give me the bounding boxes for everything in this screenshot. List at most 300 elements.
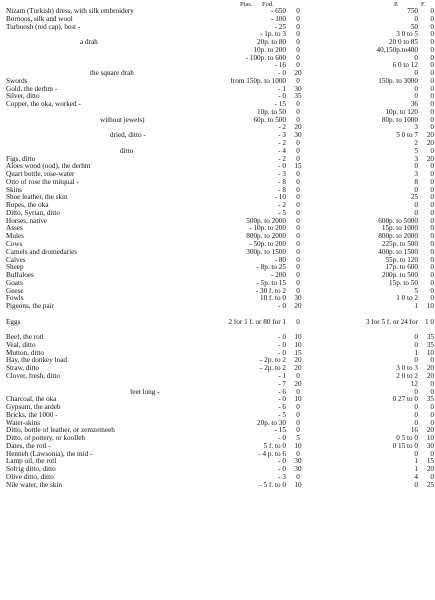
row-range: - 100p. to 600: [245, 54, 286, 62]
row-fod: 0: [296, 419, 300, 427]
row-price: 0: [414, 85, 418, 93]
row-label: the square drah: [90, 70, 134, 78]
row-range: - 2: [278, 124, 286, 132]
row-label: Clover, fresh, ditto: [6, 372, 61, 380]
row-price-f: 0: [430, 8, 434, 15]
table-row: [0, 365, 435, 373]
row-price: 2 0 to 2: [396, 372, 418, 380]
row-fod: 0: [296, 233, 300, 241]
table-row: [0, 117, 435, 125]
row-range: 10p. to 50: [257, 108, 286, 116]
row-price-f: 0: [430, 23, 434, 31]
fod-header: Fod.: [262, 1, 274, 8]
row-price-f: 0: [430, 85, 434, 93]
table-row: [0, 163, 435, 171]
table-row: [0, 466, 435, 474]
row-label: Calves: [6, 256, 26, 264]
row-label: Goats: [6, 279, 23, 287]
row-range: - 50p. to 200: [249, 240, 286, 248]
table-row: [0, 482, 435, 490]
row-fod: 0: [296, 202, 300, 210]
table-row: [0, 443, 435, 451]
table-row: [0, 86, 435, 94]
row-label: Figs, ditto: [6, 155, 36, 163]
row-price: 36: [410, 101, 418, 109]
row-range: - 30 f. to 2: [255, 287, 286, 295]
row-price-f: 0: [430, 163, 434, 171]
table-row: [0, 194, 435, 202]
row-price-f: 0: [430, 171, 434, 179]
row-range: - 4 p. to 6: [258, 450, 286, 458]
row-label: Geese: [6, 287, 24, 295]
row-price: 0 5 to 0: [396, 435, 418, 443]
row-range: 10 f. to 0: [260, 295, 286, 303]
row-range: - 1: [278, 85, 286, 93]
row-price: 0: [414, 419, 418, 427]
row-price-f: 0: [430, 209, 434, 217]
row-price-f: 20: [426, 365, 434, 373]
row-price-f: 0: [430, 186, 434, 194]
row-range: 800p. to 2000: [246, 233, 286, 241]
row-price-f: 20: [426, 132, 434, 140]
row-label: Quart bottle, rose-water: [6, 171, 75, 179]
row-range: - 0: [278, 70, 286, 78]
row-range: - 8p. to 25: [256, 264, 286, 272]
row-fod: 0: [296, 194, 300, 202]
row-price: 0: [414, 163, 418, 171]
row-price-f: 0: [430, 15, 434, 23]
table-row: [0, 427, 435, 435]
row-price: 0 15 to 0: [392, 442, 418, 450]
row-range: - 10p. to 200: [249, 225, 286, 233]
row-price-f: 0: [430, 116, 434, 124]
row-price-f: 10: [426, 349, 434, 357]
row-label: Olive ditto, ditto: [6, 473, 54, 481]
row-price: 0: [414, 202, 418, 210]
table-row: [0, 78, 435, 86]
row-price: 0: [414, 334, 418, 342]
table-row: [0, 311, 435, 319]
row-label: Charcoal, the oka: [6, 396, 57, 404]
row-price: 0: [414, 93, 418, 101]
table-row: [0, 218, 435, 226]
row-price: 8: [414, 178, 418, 186]
row-label: Eggs: [6, 318, 21, 326]
row-price: 0: [414, 186, 418, 194]
table-row: [0, 39, 435, 47]
row-range: - 650: [271, 8, 286, 15]
row-price: 16: [410, 427, 418, 435]
table-row: [0, 210, 435, 218]
row-label: Ditto, Syrian, ditto: [6, 209, 60, 217]
row-range: - 5p. to 15: [256, 279, 286, 287]
row-fod: 0: [296, 101, 300, 109]
row-price-f: 0: [430, 248, 434, 256]
table-row: [0, 389, 435, 397]
row-range: - 3: [278, 171, 286, 179]
row-fod: 30: [294, 85, 302, 93]
row-label: Ditto, of pottery, or koolleh: [6, 435, 85, 443]
table-row: [0, 132, 435, 140]
row-fod: 10: [294, 442, 302, 450]
row-fod: 0: [296, 62, 300, 70]
row-price: 2: [414, 140, 418, 148]
row-price-f: 0: [430, 124, 434, 132]
row-label: Shoe leather, the skin: [6, 194, 68, 202]
row-range: - 0: [278, 396, 286, 404]
row-fod: 0: [296, 15, 300, 23]
table-row: [0, 249, 435, 257]
table-row: [0, 264, 435, 272]
row-price-f: 0: [430, 77, 434, 85]
row-price: 5 0 to 7: [396, 132, 418, 140]
row-price-f: 0: [430, 39, 434, 47]
row-price: 200p. to 500: [381, 272, 418, 280]
row-price-f: 25: [426, 481, 434, 489]
row-price: 0: [414, 341, 418, 349]
row-price: 3: [414, 155, 418, 163]
row-price: 0: [414, 209, 418, 217]
row-price: 3: [414, 171, 418, 179]
row-range: - 0: [278, 303, 286, 311]
row-fod: 0: [296, 171, 300, 179]
row-range: - 2p. to 2: [260, 357, 286, 365]
row-label: Veal, ditto: [6, 341, 36, 349]
row-range: - 5: [278, 411, 286, 419]
row-range: 2 for 1 f. or 80 for 1: [228, 318, 286, 326]
row-range: - 0: [278, 349, 286, 357]
row-fod: 0: [296, 54, 300, 62]
row-price-f: 0: [430, 147, 434, 155]
row-price-f: 0: [430, 380, 434, 388]
row-fod: 10: [294, 481, 302, 489]
row-price-f: 15: [426, 458, 434, 466]
row-fod: 20: [294, 357, 302, 365]
row-fod: 0: [296, 388, 300, 396]
row-range: - 4: [278, 147, 286, 155]
row-fod: 5: [296, 435, 300, 443]
row-label: without jewels): [100, 116, 145, 124]
row-fod: 20: [294, 380, 302, 388]
row-fod: 0: [296, 217, 300, 225]
row-price-f: 0: [430, 388, 434, 396]
row-price-f: 0: [430, 101, 434, 109]
table-row: [0, 396, 435, 404]
row-price-f: 0: [430, 31, 434, 39]
row-range: - 6: [278, 388, 286, 396]
row-range: - 0: [278, 93, 286, 101]
row-price: 0: [414, 481, 418, 489]
row-price-f: 0: [430, 240, 434, 248]
row-price: 55p. to 120: [385, 256, 418, 264]
row-price: 0: [414, 54, 418, 62]
row-label: a drah: [80, 39, 98, 47]
table-row: [0, 233, 435, 241]
row-fod: 0: [296, 411, 300, 419]
table-row: [0, 412, 435, 420]
row-fod: 20: [294, 365, 302, 373]
row-fod: 0: [296, 264, 300, 272]
row-fod: 20: [294, 70, 302, 78]
row-price-f: 35: [426, 341, 434, 349]
table-row: [0, 47, 435, 55]
row-range: - 7: [278, 380, 286, 388]
row-label: Swords: [6, 77, 28, 85]
row-label: Buffaloes: [6, 272, 34, 280]
row-price-f: 35: [426, 334, 434, 342]
row-label: Hay, the donkey load: [6, 357, 68, 365]
row-fod: 0: [296, 46, 300, 54]
row-label: Ropes, the oka: [6, 202, 49, 210]
row-price-f: 30: [426, 442, 434, 450]
table-row: [0, 474, 435, 482]
row-price-f: 0: [430, 93, 434, 101]
row-fod: 20: [294, 124, 302, 132]
table-row: [0, 225, 435, 233]
row-fod: 0: [296, 8, 300, 15]
row-price: 800p. to 2000: [378, 233, 418, 241]
table-row: [0, 334, 435, 342]
row-fod: 30: [294, 458, 302, 466]
row-price-f: 35: [426, 396, 434, 404]
row-fod: 0: [296, 404, 300, 412]
row-price-f: 0: [430, 108, 434, 116]
row-price-f: 0: [430, 202, 434, 210]
row-fod: 0: [296, 155, 300, 163]
row-label: Fowls: [6, 295, 24, 303]
row-price-f: 1 0: [425, 318, 434, 326]
row-price-f: 0: [430, 450, 434, 458]
row-label: ditto: [120, 147, 134, 155]
table-row: [0, 31, 435, 39]
table-row: [0, 179, 435, 187]
row-price: 50: [410, 23, 418, 31]
row-label: Camels and dromedaries: [6, 248, 78, 256]
row-label: Cows: [6, 240, 23, 248]
row-price-f: 0: [430, 473, 434, 481]
row-price: 0: [414, 70, 418, 78]
table-row: [0, 357, 435, 365]
row-price-f: 0: [430, 217, 434, 225]
row-label: Lamp oil, the rotl: [6, 458, 57, 466]
row-label: Gypsum, the ardeb: [6, 404, 61, 412]
row-price-f: 10: [426, 435, 434, 443]
table-row: [0, 156, 435, 164]
row-price: 40,150p.to400: [376, 46, 418, 54]
pias-header: Pias.: [240, 1, 253, 8]
row-range: - 3: [278, 132, 286, 140]
row-price: 400p. to 1500: [378, 248, 418, 256]
row-range: 60p. to 500: [253, 116, 286, 124]
row-price-f: 0: [430, 178, 434, 186]
row-price-f: 0: [430, 54, 434, 62]
price-table: [0, 8, 435, 489]
row-range: - 2: [278, 155, 286, 163]
row-price-f: 0: [430, 357, 434, 365]
row-range: - 100: [271, 15, 286, 23]
row-label: Horses, native: [6, 217, 48, 225]
table-row: [0, 303, 435, 311]
row-price: 1 0 to 2: [396, 295, 418, 303]
row-price: 5: [414, 287, 418, 295]
row-fod: 0: [296, 256, 300, 264]
table-row: [0, 373, 435, 381]
row-label: Gold, the derhm -: [6, 85, 58, 93]
row-price-f: 20: [426, 140, 434, 148]
row-fod: 0: [296, 272, 300, 280]
row-price: 80p. to 1000: [381, 116, 418, 124]
row-price: 0 27 to 0: [392, 396, 418, 404]
table-row: [0, 451, 435, 459]
row-range: - 6: [278, 404, 286, 412]
table-row: [0, 420, 435, 428]
row-range: - 1p. to 3: [260, 31, 286, 39]
row-fod: 0: [296, 450, 300, 458]
row-price: 0: [414, 450, 418, 458]
row-fod: 0: [296, 318, 300, 326]
row-range: - 8: [278, 178, 286, 186]
row-price-f: 0: [430, 264, 434, 272]
row-price-f: 0: [430, 411, 434, 419]
row-label: Water-skins: [6, 419, 41, 427]
row-price: 1: [414, 458, 418, 466]
row-label: Mutton, ditto: [6, 349, 44, 357]
row-price: 6 0 to 12: [392, 62, 418, 70]
row-label: Copper, the oka, worked -: [6, 101, 81, 109]
row-price-f: 0: [430, 256, 434, 264]
table-row: [0, 404, 435, 412]
f-header: F.: [421, 1, 426, 8]
row-range: 20p. to 80: [257, 39, 286, 47]
row-price: 600p. to 5000: [378, 217, 418, 225]
row-range: - 200: [271, 272, 286, 280]
table-row: [0, 458, 435, 466]
row-price-f: 0: [430, 46, 434, 54]
table-row: [0, 70, 435, 78]
row-price-f: 0: [430, 225, 434, 233]
row-range: - 10: [274, 194, 286, 202]
row-fod: 0: [296, 279, 300, 287]
row-range: - 25: [274, 23, 286, 31]
row-label: Henneh (Lawsonia), the mid -: [6, 450, 93, 458]
row-range: - 0: [278, 334, 286, 342]
row-range: - 15: [274, 427, 286, 435]
table-row: [0, 24, 435, 32]
row-price: 1: [414, 303, 418, 311]
row-fod: 30: [294, 466, 302, 474]
row-price: 0: [414, 404, 418, 412]
table-row: [0, 435, 435, 443]
table-row: [0, 148, 435, 156]
row-fod: 0: [296, 108, 300, 116]
row-price-f: 0: [430, 419, 434, 427]
row-price: 4: [414, 473, 418, 481]
row-label: dried, ditto -: [110, 132, 146, 140]
table-row: [0, 109, 435, 117]
row-price: 15p. to 1000: [381, 225, 418, 233]
row-range: - 8: [278, 186, 286, 194]
p-header: P.: [394, 1, 399, 8]
row-fod: 10: [294, 334, 302, 342]
row-price: 0: [414, 15, 418, 23]
row-price: 12: [410, 380, 418, 388]
row-range: - 16: [274, 62, 286, 70]
row-price: 10p. to 120: [385, 108, 418, 116]
table-row: [0, 8, 435, 16]
row-range: - 0: [278, 435, 286, 443]
table-row: [0, 171, 435, 179]
row-price-f: 0: [430, 295, 434, 303]
row-price-f: 0: [430, 279, 434, 287]
row-price-f: 0: [430, 194, 434, 202]
row-price: 3 for 5 f. or 24 for: [365, 318, 418, 326]
row-fod: 0: [296, 140, 300, 148]
row-range: 300p. to 1500: [246, 248, 286, 256]
table-row: [0, 326, 435, 334]
row-range: 20p. to 30: [257, 419, 286, 427]
row-price: 0: [414, 388, 418, 396]
row-fod: 30: [294, 132, 302, 140]
row-fod: 15: [294, 349, 302, 357]
row-price: 5: [414, 147, 418, 155]
row-label: Bricks, the 1000 -: [6, 411, 58, 419]
row-fod: 0: [296, 209, 300, 217]
row-fod: 0: [296, 39, 300, 47]
table-row: [0, 257, 435, 265]
row-label: Beef, the rotl: [6, 334, 44, 342]
row-price-f: 0: [430, 70, 434, 78]
row-label: Nile water, the skin: [6, 481, 62, 489]
row-price-f: 20: [426, 466, 434, 474]
row-range: - 3: [278, 473, 286, 481]
row-fod: 10: [294, 396, 302, 404]
row-fod: 0: [296, 372, 300, 380]
table-row: [0, 381, 435, 389]
table-row: [0, 187, 435, 195]
row-price: 0: [414, 357, 418, 365]
table-row: [0, 16, 435, 24]
table-row: [0, 288, 435, 296]
table-row: [0, 342, 435, 350]
row-label: Otto of rose the mitqual -: [6, 178, 79, 186]
row-price: 3 0 to 5: [396, 31, 418, 39]
row-fod: 0: [296, 116, 300, 124]
row-price: 1: [414, 349, 418, 357]
row-range: - 5: [278, 209, 286, 217]
row-label: Dates, the rotl -: [6, 442, 51, 450]
row-price-f: 0: [430, 62, 434, 70]
row-price-f: 0: [430, 272, 434, 280]
row-label: Straw, ditto: [6, 365, 40, 373]
row-fod: 0: [296, 427, 300, 435]
row-price-f: 0: [430, 233, 434, 241]
table-row: [0, 140, 435, 148]
table-row: [0, 241, 435, 249]
table-row: [0, 62, 435, 70]
row-fod: 0: [296, 147, 300, 155]
row-price-f: 0: [430, 287, 434, 295]
row-label: Silver, ditto: [6, 93, 40, 101]
table-row: [0, 124, 435, 132]
row-fod: 0: [296, 178, 300, 186]
row-fod: 0: [296, 240, 300, 248]
row-fod: 0: [296, 23, 300, 31]
row-fod: 0: [296, 473, 300, 481]
row-range: - 0: [278, 163, 286, 171]
row-fod: 35: [294, 93, 302, 101]
row-price: 1: [414, 466, 418, 474]
table-row: [0, 101, 435, 109]
